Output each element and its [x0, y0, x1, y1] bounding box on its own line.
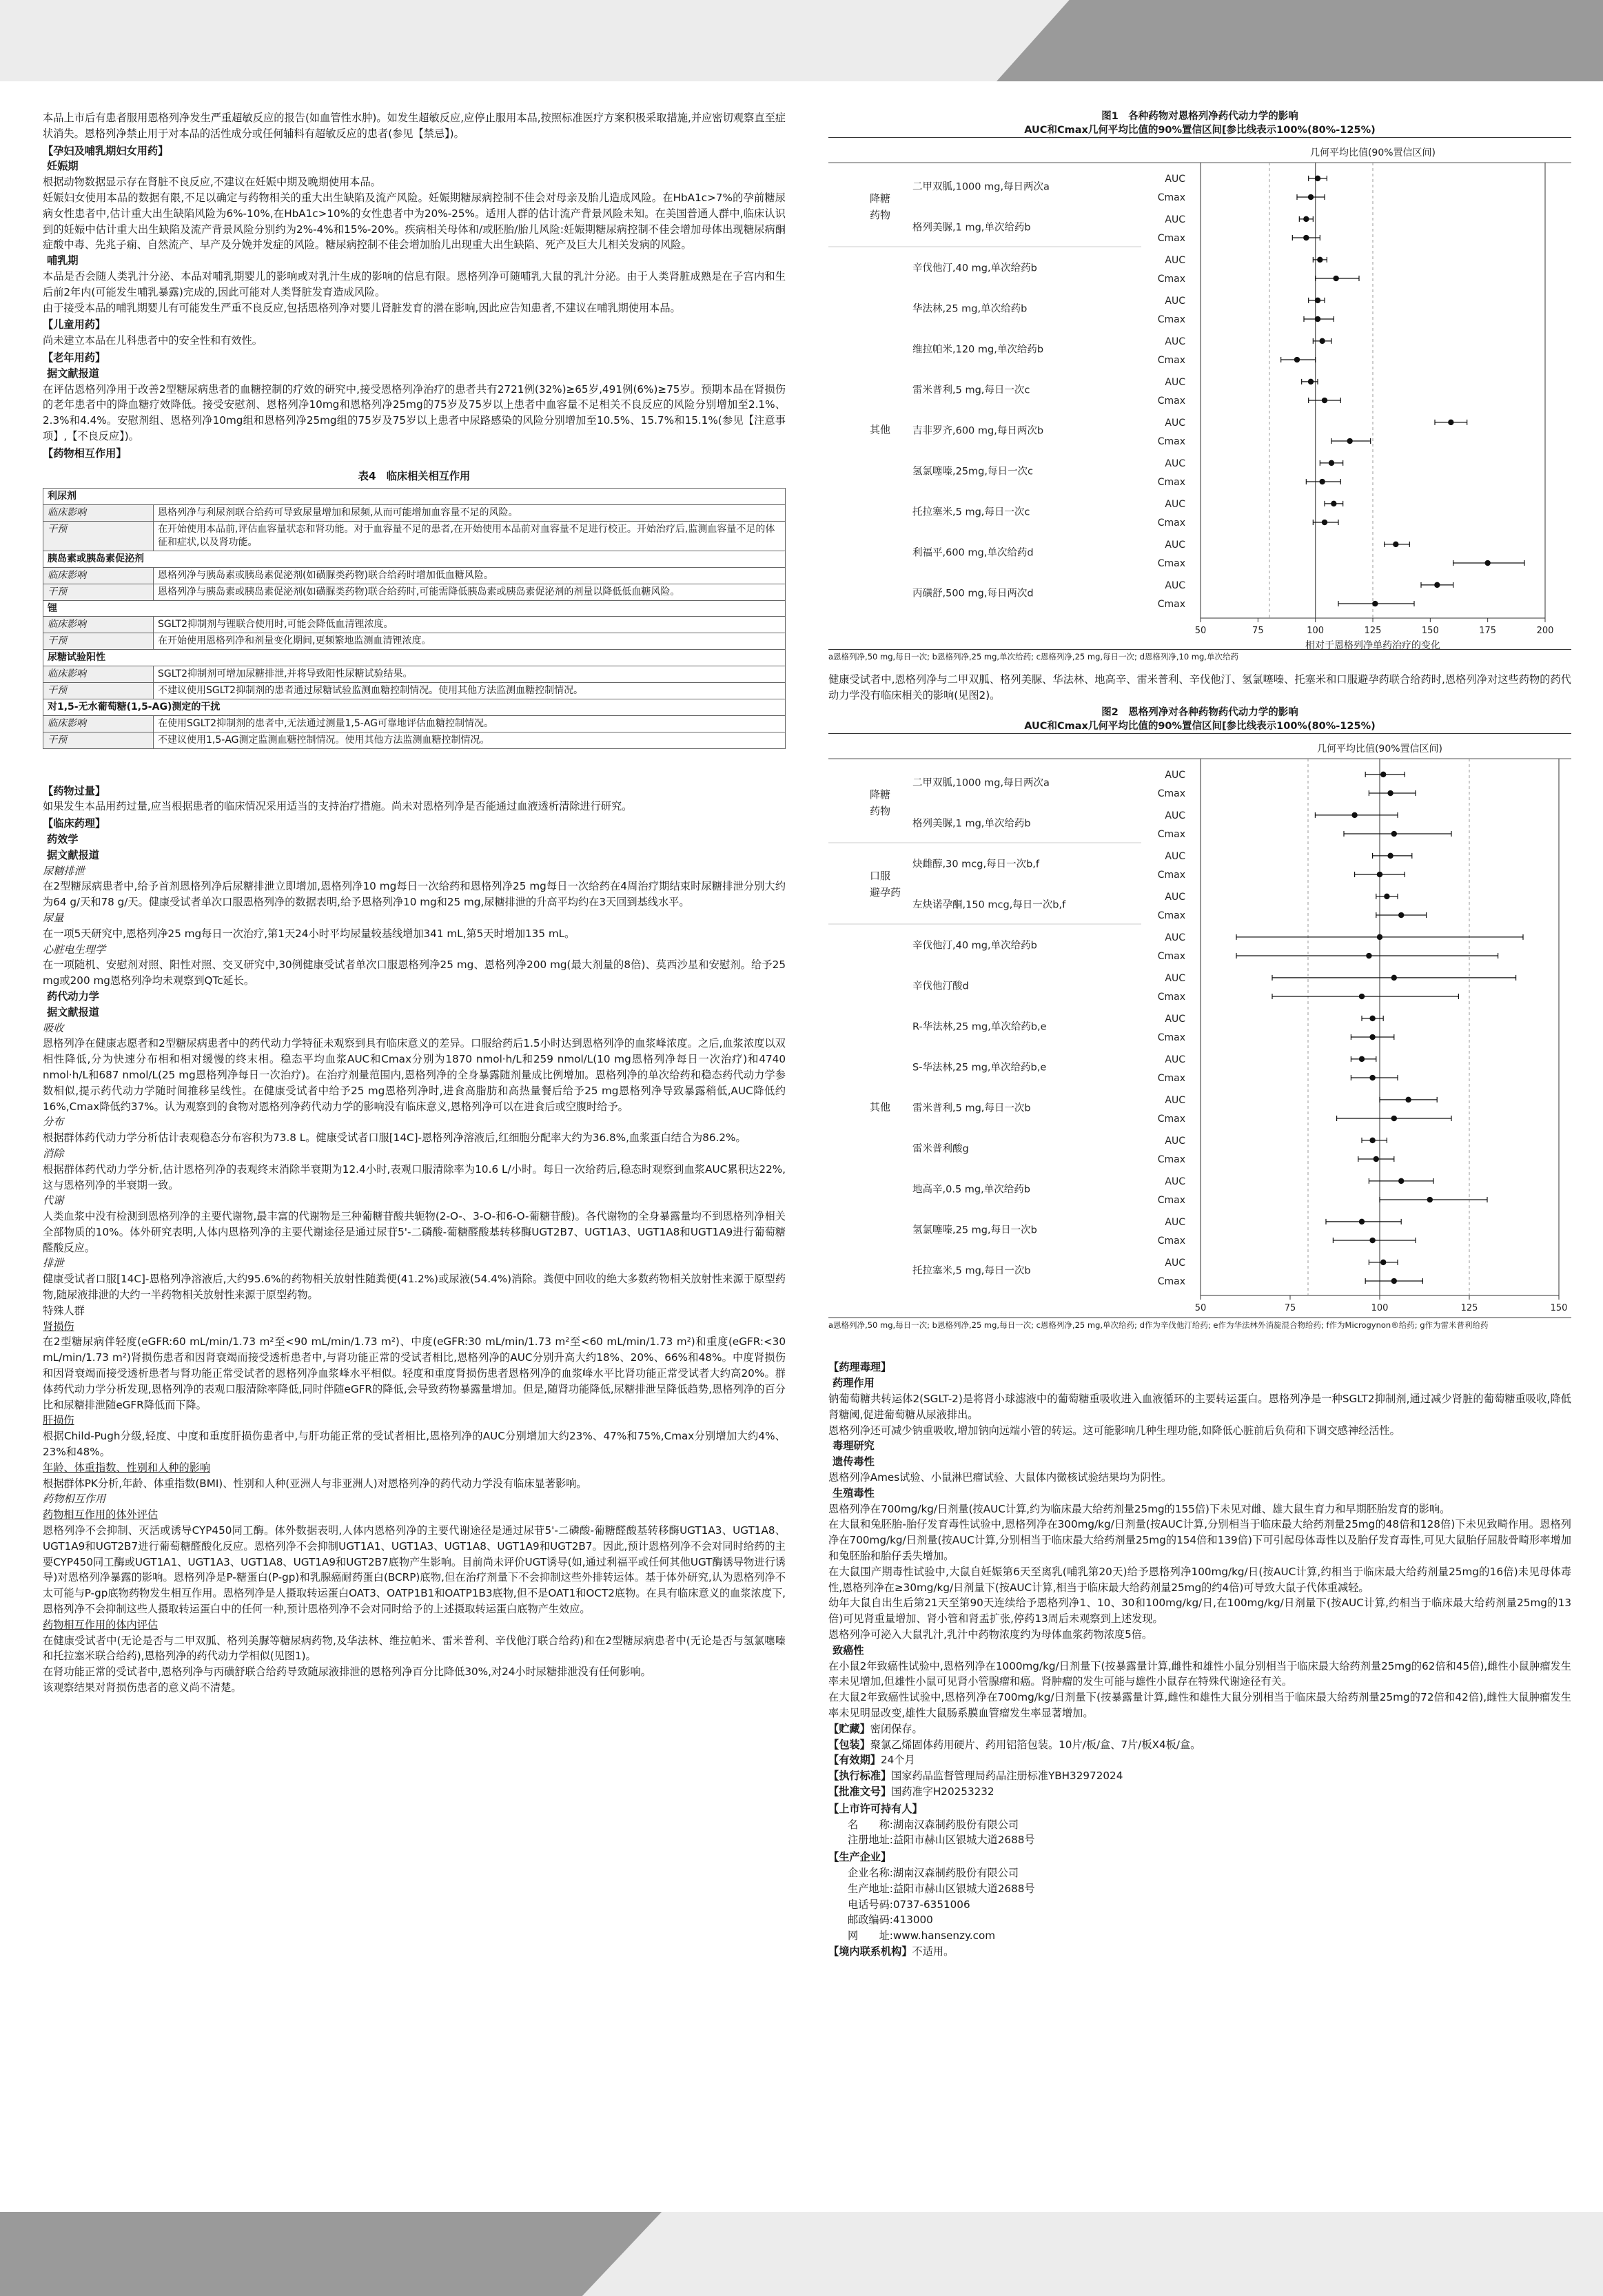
hepatic-paragraph: 根据Child-Pugh分级,轻度、中度和重度肝损伤患者中,与肝功能正常的受试者相比,恩格列净的AUC分别增加大约23%、47%和75%,Cmax分别增加大约4%、23%和48%。 — [43, 1430, 786, 1459]
heading-special-populations: 特殊人群 — [43, 1304, 85, 1317]
table-row — [43, 505, 786, 522]
drug-label: S-华法林,25 mg,单次给药b,e — [912, 1062, 1047, 1074]
manufacturer-name: 企业名称:湖南汉森制药股份有限公司 — [848, 1866, 1019, 1879]
x-tick-label: 50 — [1194, 1303, 1207, 1314]
sub-genotox: 遗传毒性 — [833, 1455, 875, 1468]
renal-paragraph: 在2型糖尿病伴轻度(eGFR:60 mL/min/1.73 m²至<90 mL/min/1.73 m²)、中度(eGFR:30 mL/min/1.73 m²至<60 mL/min/1.73 m²)和重度(eGFR:<30 mL/min/1.73 m²)肾损伤患者和因肾衰竭而接受透析患者中,与肾功能正常的受试者相比,恩格列净的AUC分别升高大约18%、20%、66%和48%。中度肾损伤和因肾衰竭而接受透析患者与肾功能正常受试者的恩格列净血浆峰水平相似。轻度和重度肾损伤患者恩格列净的血浆峰水平比肾功能正常受试者大约高20%。群体药代动力学分析发现,恩格列净的表观口服清除率降低,同时伴随eGFR的降低,会导致药物暴露量增加。但是,随肾功能降低,尿糖排泄呈降低趋势,恩格列净的百分比和尿糖排泄随eGFR降低而下降。 — [43, 1335, 786, 1411]
auc-label: AUC — [1165, 973, 1185, 985]
auc-label: AUC — [1165, 580, 1185, 592]
heading-in-vivo: 药物相互作用的体内评估 — [43, 1618, 159, 1631]
cmax-label: Cmax — [1157, 1032, 1185, 1044]
group-label: 口服 — [870, 870, 891, 883]
cmax-point — [1366, 953, 1371, 959]
figure2-footnote: a恩格列净,50 mg,每日一次; b恩格列净,25 mg,每日一次; c恩格列净,25 mg,单次给药; d作为辛伐他汀给药; e作为华法林外消旋混合物给药; f作为Microgynon®给药; g作为雷米普利给药 — [828, 1320, 1489, 1330]
carc-paragraph-2: 在大鼠2年致癌性试验中,恩格列净在700mg/kg/日剂量下(按暴露量计算,雌性和雄性大鼠分别相当于临床最大给药剂量25mg的72倍和42倍),雌性大鼠肿瘤发生率未见明显改变,雄性大鼠肠系膜血管瘤发生率显著增加。 — [828, 1691, 1571, 1719]
drug-label: 华法林,25 mg,单次给药b — [912, 303, 1028, 315]
cmax-point — [1369, 1075, 1375, 1080]
drug-label: 丙磺舒,500 mg,每日两次d — [912, 588, 1034, 599]
cmax-label: Cmax — [1157, 274, 1185, 285]
mid-paragraph: 健康受试者中,恩格列净与二甲双胍、格列美脲、华法林、地高辛、雷米普利、辛伐他汀、氢氯噻嗪、托塞米和口服避孕药联合给药时,恩格列净对这些药物的药代动力学没有临床相关的影响(见图2)。 — [828, 673, 1571, 702]
auc-label: AUC — [1165, 1014, 1185, 1025]
lact-paragraph-1: 本品是否会随人类乳汁分泌、本品对哺乳期婴儿的影响或对乳汁生成的影响的信息有限。恩格列净可随哺乳大鼠的乳汁分泌。由于人类肾脏成熟是在子宫内和生后前2年内(可能发生哺乳暴露)完成的,因此可能对人类肾脏发育造成风险。 — [43, 269, 786, 298]
drug-label: 托拉塞米,5 mg,每日一次c — [912, 506, 1030, 518]
auc-point — [1359, 1219, 1365, 1224]
auc-label: AUC — [1165, 810, 1185, 822]
approval-line — [828, 1784, 1571, 1800]
table-cell-key: 临床影响 — [43, 666, 154, 683]
heading-cardiac-ep: 心脏电生理学 — [43, 943, 106, 956]
drug-label: R-华法林,25 mg,单次给药b,e — [912, 1021, 1047, 1033]
package-heading: 【包装】 — [828, 1738, 870, 1751]
section-children: 【儿童用药】 — [43, 318, 106, 331]
table-cell-value: 恩格列净与胰岛素或胰岛素促泌剂(如磺脲类药物)联合给药时增加低血糖风险。 — [154, 567, 786, 584]
cmax-label: Cmax — [1157, 1154, 1185, 1166]
cmax-point — [1427, 1197, 1433, 1202]
uv-paragraph: 在一项5天研究中,恩格列净25 mg每日一次治疗,第1天24小时平均尿量较基线增加341 mL,第5天时增加135 mL。 — [43, 927, 575, 940]
table-row — [43, 522, 786, 551]
holder-heading: 【上市许可持有人】 — [828, 1802, 923, 1815]
in-vivo-paragraph-1: 在健康受试者中(无论是否与二甲双胍、格列美脲等糖尿病药物,及华法林、维拉帕米、雷米普利、辛伐他汀联合给药)和在2型糖尿病患者中(无论是否与氢氯噻嗪和托拉塞米联合给药),恩格列净的药代动力学相似(见图1)。 — [43, 1634, 786, 1663]
cmax-point — [1359, 994, 1365, 999]
approval-value: 国药准字H20253232 — [891, 1785, 994, 1798]
interaction-table-title: 表4 临床相关相互作用 — [358, 469, 471, 482]
approval-heading: 【批准文号】 — [828, 1785, 892, 1798]
in-vivo-paragraph-3: 该观察结果对肾损伤患者的意义尚不清楚。 — [43, 1681, 242, 1694]
cmax-point — [1484, 560, 1490, 566]
cmax-point — [1308, 194, 1314, 200]
cmax-point — [1377, 872, 1382, 877]
auc-point — [1398, 1178, 1404, 1184]
heading-metabolism: 代谢 — [43, 1194, 64, 1207]
auc-point — [1315, 298, 1320, 303]
cmax-label: Cmax — [1157, 192, 1185, 204]
figure1-box — [828, 137, 1571, 650]
table-row — [43, 617, 786, 633]
x-tick-label: 200 — [1536, 626, 1554, 637]
auc-point — [1377, 934, 1382, 940]
in-vivo-paragraph-2: 在肾功能正常的受试者中,恩格列净与丙磺舒联合给药导致随尿液排泄的恩格列净百分比降低30%,对24小时尿糖排泄没有任何影响。 — [43, 1665, 651, 1679]
auc-label: AUC — [1165, 1176, 1185, 1188]
table-cell-value: SGLT2抑制剂可增加尿糖排泄,并将导致阳性尿糖试验结果。 — [154, 666, 786, 683]
auc-label: AUC — [1165, 851, 1185, 863]
drug-label: 格列美脲,1 mg,单次给药b — [912, 818, 1031, 830]
auc-label: AUC — [1165, 296, 1185, 307]
sub-carcinogenicity: 致癌性 — [833, 1643, 864, 1657]
auc-label: AUC — [1165, 174, 1185, 185]
cmax-label: Cmax — [1157, 436, 1185, 448]
cmax-point — [1374, 1156, 1379, 1162]
x-axis-label: 相对于恩格列净单药治疗的变化 — [1305, 640, 1440, 652]
heading-urinary-glucose: 尿糖排泄 — [43, 864, 85, 877]
drug-label: 辛伐他汀酸d — [912, 981, 969, 992]
table-cell-key: 干预 — [43, 633, 154, 650]
section-overdose: 【药物过量】 — [43, 784, 106, 797]
table-group-row — [43, 551, 786, 567]
auc-label: AUC — [1165, 1054, 1185, 1066]
package-line — [828, 1737, 1571, 1753]
x-tick-label: 100 — [1371, 1303, 1389, 1314]
cmax-label: Cmax — [1157, 1073, 1185, 1085]
auc-point — [1315, 176, 1320, 181]
left-column — [43, 110, 786, 1696]
table-cell-key: 临床影响 — [43, 715, 154, 732]
table-cell-value: 在开始使用本品前,评估血容量状态和肾功能。对于血容量不足的患者,在开始使用本品前对血容量不足进行校正。开始治疗后,监测血容量不足的体征和症状,以及肾功能。 — [154, 522, 786, 551]
auc-label: AUC — [1165, 336, 1185, 348]
auc-label: AUC — [1165, 418, 1185, 429]
cmax-point — [1294, 357, 1300, 362]
standard-heading: 【执行标准】 — [828, 1770, 892, 1783]
domestic-heading: 【境内联系机构】 — [828, 1945, 912, 1958]
drug-label: 利福平,600 mg,单次给药d — [912, 547, 1034, 559]
auc-point — [1380, 1260, 1386, 1265]
sub-mechanism: 药理作用 — [833, 1377, 875, 1390]
cmax-label: Cmax — [1157, 910, 1185, 922]
table-row — [43, 666, 786, 683]
cmax-point — [1391, 1116, 1397, 1121]
cmax-point — [1303, 235, 1309, 240]
table-group-row — [43, 489, 786, 505]
group-label: 药物 — [870, 805, 891, 818]
auc-label: AUC — [1165, 892, 1185, 903]
x-tick-label: 125 — [1364, 626, 1382, 637]
x-tick-label: 125 — [1460, 1303, 1478, 1314]
auc-label: AUC — [1165, 540, 1185, 551]
sub-lactation: 哺乳期 — [47, 254, 79, 267]
preg-paragraph-1: 根据动物数据显示存在肾脏不良反应,不建议在妊娠中期及晚期使用本品。 — [43, 176, 381, 189]
sub-pharmacokinetics: 药代动力学 — [47, 990, 99, 1003]
drug-label: 氢氯噻嗪,25mg,每日一次c — [912, 466, 1033, 478]
heading-drug-interactions: 药物相互作用 — [43, 1493, 106, 1506]
figure1-title: 图1 各种药物对恩格列净药代动力学的影响 — [1101, 111, 1298, 122]
auc-label: AUC — [1165, 1095, 1185, 1107]
heading-excretion: 排泄 — [43, 1257, 64, 1270]
table-cell-value: 不建议使用SGLT2抑制剂的患者通过尿糖试验监测血糖控制情况。使用其他方法监测血糖控制情况。 — [154, 683, 786, 699]
table-group-row — [43, 600, 786, 617]
auc-point — [1303, 216, 1309, 222]
auc-point — [1448, 420, 1453, 425]
manufacturer-phone: 电话号码:0737-6351006 — [848, 1898, 970, 1911]
table-cell-key: 干预 — [43, 522, 154, 551]
cmax-label: Cmax — [1157, 1195, 1185, 1207]
validity-value: 24个月 — [880, 1754, 915, 1767]
table-group-title: 尿糖试验阳性 — [43, 650, 786, 666]
table-group-title: 胰岛素或胰岛素促泌剂 — [43, 551, 786, 567]
drug-label: 维拉帕米,120 mg,单次给药b — [912, 344, 1044, 356]
cmax-point — [1322, 398, 1327, 403]
bottom-band-accent — [0, 2212, 662, 2296]
uge-paragraph: 在2型糖尿病患者中,给予首剂恩格列净后尿糖排泄立即增加,恩格列净10 mg每日一次给药和恩格列净25 mg每日一次给药在4周治疗期结束时尿糖排泄分别大约为64 g/天和78 g/天。健康受试者单次口服恩格列净的数据表明,给予恩格列净10 mg和25 mg,尿糖排泄的升高平均约在3天回到基线水平。 — [43, 880, 786, 909]
plot-header: 几何平均比值(90%置信区间) — [1309, 147, 1436, 159]
sub-pd-literature: 据文献报道 — [47, 848, 99, 861]
table-group-title: 利尿剂 — [43, 489, 786, 505]
table-row — [43, 584, 786, 600]
genotox-paragraph: 恩格列净Ames试验、小鼠淋巴瘤试验、大鼠体内微核试验结果均为阴性。 — [828, 1471, 1172, 1484]
auc-label: AUC — [1165, 1136, 1185, 1147]
cmax-label: Cmax — [1157, 992, 1185, 1003]
holder-address: 注册地址:益阳市赫山区银城大道2688号 — [848, 1834, 1035, 1847]
cmax-label: Cmax — [1157, 829, 1185, 841]
figure2-box — [828, 733, 1571, 1318]
cmax-label: Cmax — [1157, 517, 1185, 529]
storage-line — [828, 1721, 1571, 1737]
auc-point — [1387, 853, 1393, 859]
heading-absorption: 吸收 — [43, 1021, 64, 1034]
cmax-label: Cmax — [1157, 233, 1185, 245]
table-cell-key: 干预 — [43, 584, 154, 600]
auc-label: AUC — [1165, 377, 1185, 389]
auc-point — [1434, 582, 1440, 588]
cmax-label: Cmax — [1157, 396, 1185, 407]
plot-header: 几何平均比值(90%置信区间) — [1316, 744, 1443, 755]
cmax-point — [1387, 790, 1393, 796]
mechanism-paragraph-1: 钠葡萄糖共转运体2(SGLT-2)是将肾小球滤液中的葡萄糖重吸收进入血液循环的主要转运蛋白。恩格列净是一种SGLT2抑制剂,通过减少肾脏的葡萄糖重吸收,降低肾糖阈,促进葡萄糖从尿液排出。 — [828, 1393, 1571, 1421]
table-cell-value: 在使用SGLT2抑制剂的患者中,无法通过测量1,5-AG可靠地评估血糖控制情况。 — [154, 715, 786, 732]
table-row — [43, 715, 786, 732]
table-cell-key: 干预 — [43, 732, 154, 748]
table-cell-key: 干预 — [43, 683, 154, 699]
table-group-title: 锂 — [43, 600, 786, 617]
top-band-accent — [997, 0, 1603, 81]
section-elderly: 【老年用药】 — [43, 351, 106, 364]
auc-point — [1319, 338, 1325, 344]
cmax-label: Cmax — [1157, 951, 1185, 963]
auc-point — [1369, 1016, 1375, 1021]
section-clinical-pharmacology: 【临床药理】 — [43, 817, 106, 830]
auc-label: AUC — [1165, 458, 1185, 470]
allergy-paragraph: 本品上市后有患者服用恩格列净发生严重超敏反应的报告(如血管性水肿)。如发生超敏反应,应停止服用本品,按照标准医疗方案积极采取措施,并应密切观察直至症状消失。恩格列净禁止用于对本品的活性成分或任何辅料有超敏反应的患者(参见【禁忌】)。 — [43, 112, 786, 140]
heading-in-vitro: 药物相互作用的体外评估 — [43, 1508, 159, 1521]
x-tick-label: 75 — [1252, 626, 1264, 637]
auc-label: AUC — [1165, 770, 1185, 781]
auc-label: AUC — [1165, 932, 1185, 944]
absorption-paragraph: 恩格列净在健康志愿者和2型糖尿病患者中的药代动力学特征未观察到具有临床意义的差异。口服给药后1.5小时达到恩格列净的血浆峰浓度。之后,血浆浓度以双相性降低,分为快速分布相和相对缓慢的终末相。稳态平均血浆AUC和Cmax分别为1870 nmol·h/L和259 nmol/L(10 mg恩格列净每日一次治疗)和4740 nmol·h/L和687 nmol/L(25 mg恩格列净每日一次治疗)。在治疗剂量范围内,恩格列净的全身暴露随剂量成比例增加。恩格列净的单次给药和稳态药代动力学参数相似,提示药代动力学随时间推移呈线性。在健康受试者中给予25 mg恩格列净时,进食高脂肪和高热量餐后给予25 mg恩格列净导致暴露稍低,AUC降低约16%,Cmax降低约37%。认为观察到的食物对恩格列净药代动力学的影响没有临床意义,恩格列净可以在进食后或空腹时给予。 — [43, 1037, 786, 1113]
sub-repro: 生殖毒性 — [833, 1486, 875, 1499]
cmax-point — [1372, 601, 1378, 606]
sub-pk-literature: 据文献报道 — [47, 1005, 99, 1018]
figure2-forest-plot — [828, 734, 1571, 1313]
cmax-label: Cmax — [1157, 1114, 1185, 1125]
manufacturer-website: 网 址:www.hansenzy.com — [848, 1929, 996, 1943]
auc-point — [1308, 379, 1314, 385]
cmax-label: Cmax — [1157, 788, 1185, 800]
cmax-point — [1347, 438, 1352, 444]
cmax-label: Cmax — [1157, 599, 1185, 611]
repro-paragraph-2: 在大鼠和兔胚胎-胎仔发育毒性试验中,恩格列净在300mg/kg/日剂量(按AUC计算,分别相当于临床最大给药剂量25mg的48倍和128倍)下未见致畸作用。恩格列净在700mg/kg/日剂量(按AUC计算,分别相当于临床最大给药剂量25mg的154倍和139倍)下可引起母体毒性以及胎仔发育毒性,可见大鼠胎仔屈肢骨畸形率增加和兔胚胎和胎仔丢失增加。 — [828, 1518, 1571, 1563]
auc-point — [1317, 257, 1323, 263]
auc-point — [1331, 501, 1336, 506]
carc-paragraph-1: 在小鼠2年致癌性试验中,恩格列净在1000mg/kg/日剂量下(按暴露量计算,雌性和雄性小鼠分别相当于临床最大给药剂量25mg的62倍和45倍),雌性小鼠肿瘤发生率未见增加,但雄性小鼠可见肾小管腺瘤和癌。肾肿瘤的发生可能与雄性小鼠存在特殊代谢途径有关。 — [828, 1659, 1571, 1688]
drug-label: 左炔诺孕酮,150 mcg,每日一次b,f — [912, 899, 1066, 911]
table-cell-key: 临床影响 — [43, 567, 154, 584]
holder-name: 名 称:湖南汉森制药股份有限公司 — [848, 1818, 1019, 1831]
top-band — [0, 0, 1603, 81]
domestic-value: 不适用。 — [912, 1945, 954, 1958]
package-value: 聚氯乙烯固体药用硬片、药用铝箔包装。10片/板/盒、7片/板X4板/盒。 — [870, 1738, 1201, 1751]
auc-label: AUC — [1165, 499, 1185, 511]
group-label: 其他 — [870, 423, 891, 436]
auc-point — [1369, 1138, 1375, 1143]
drug-label: 托拉塞米,5 mg,每日一次b — [912, 1265, 1031, 1277]
figure1-footnote: a恩格列净,50 mg,每日一次; b恩格列净,25 mg,单次给药; c恩格列净,25 mg,每日一次; d恩格列净,10 mg,单次给药 — [828, 651, 1238, 662]
interaction-table — [43, 488, 786, 748]
heading-distribution: 分布 — [43, 1116, 64, 1129]
drug-label: 辛伐他汀,40 mg,单次给药b — [912, 263, 1037, 274]
standard-value: 国家药品监督管理局药品注册标准YBH32972024 — [891, 1770, 1123, 1783]
domestic-line — [828, 1944, 1571, 1960]
figure1-forest-plot — [828, 138, 1571, 652]
auc-label: AUC — [1165, 214, 1185, 226]
validity-line — [828, 1752, 1571, 1768]
group-label: 药物 — [870, 209, 891, 222]
heading-age-bmi: 年龄、体重指数、性别和人种的影响 — [43, 1461, 210, 1474]
repro-paragraph-4: 幼年大鼠自出生后第21天至第90天连续给予恩格列净1、10、30和100mg/kg/日,在100mg/kg/日剂量下(按AUC计算,约相当于临床最大给药剂量25mg的13倍)可见肾重量增加、肾小管和肾盂扩张,停药13周后未观察到上述发现。 — [828, 1597, 1571, 1626]
section-interactions: 【药物相互作用】 — [43, 447, 127, 460]
cmax-point — [1319, 479, 1325, 484]
x-tick-label: 175 — [1479, 626, 1497, 637]
storage-heading: 【贮藏】 — [828, 1722, 870, 1735]
preg-paragraph-2: 妊娠妇女使用本品的数据有限,不足以确定与药物相关的重大出生缺陷及流产风险。妊娠期糖尿病控制不佳会对母亲及胎儿造成风险。在HbA1c>7%的孕前糖尿病女性患者中,估计重大出生缺陷风险为6%-10%,在HbA1c>10%的女性患者中为20%-25%。适用人群的估计流产背景风险未知。在美国普通人群中,临床认识到的妊娠中估计重大出生缺陷及流产背景风险分别约为2%-4%和15%-20%。疾病相关母体和/或胚胎/胎儿风险:妊娠期糖尿病控制不佳会增加母体出现糖尿病酮症酸中毒、先兆子痫、自然流产、早产及分娩并发症的风险。糖尿病控制不佳会增加胎儿出现重大出生缺陷、死产及巨大儿相关发病的风险。 — [43, 191, 786, 252]
drug-label: 雷米普利酸g — [912, 1143, 969, 1155]
drug-label: 二甲双胍,1000 mg,每日两次a — [912, 777, 1050, 789]
excretion-paragraph: 健康受试者口服[14C]-恩格列净溶液后,大约95.6%的药物相关放射性随粪便(41.2%)或尿液(54.4%)消除。粪便中回收的绝大多数药物相关放射性来源于原型药物,随尿液排泄的大约一半药物相关放射性来源于原型药物。 — [43, 1273, 786, 1302]
table-cell-value: 在开始使用恩格列净和剂量变化期间,更频繁地监测血清锂浓度。 — [154, 633, 786, 650]
drug-label: 雷米普利,5 mg,每日一次b — [912, 1103, 1031, 1114]
x-tick-label: 150 — [1550, 1303, 1568, 1314]
cmax-label: Cmax — [1157, 1236, 1185, 1247]
table-cell-value: 恩格列净与利尿剂联合给药可导致尿量增加和尿频,从而可能增加血容量不足的风险。 — [154, 505, 786, 522]
heading-urine-volume: 尿量 — [43, 911, 64, 924]
auc-label: AUC — [1165, 255, 1185, 267]
table-cell-value: SGLT2抑制剂与锂联合使用时,可能会降低血清锂浓度。 — [154, 617, 786, 633]
child-paragraph: 尚未建立本品在儿科患者中的安全性和有效性。 — [43, 334, 263, 347]
auc-point — [1359, 1056, 1365, 1062]
auc-label: AUC — [1165, 1258, 1185, 1269]
cmax-label: Cmax — [1157, 870, 1185, 881]
group-label: 其他 — [870, 1100, 891, 1114]
auc-label: AUC — [1165, 1217, 1185, 1229]
section-pharm-tox: 【药理毒理】 — [828, 1361, 892, 1374]
cmax-point — [1322, 520, 1327, 525]
sub-tox-study: 毒理研究 — [833, 1439, 875, 1453]
cmax-point — [1333, 276, 1338, 281]
table-row — [43, 567, 786, 584]
cmax-label: Cmax — [1157, 1276, 1185, 1288]
cmax-point — [1369, 1238, 1375, 1243]
auc-point — [1351, 812, 1357, 818]
auc-point — [1380, 772, 1386, 777]
table-cell-value: 恩格列净与胰岛素或胰岛素促泌剂(如磺脲类药物)联合给药时,可能需降低胰岛素或胰岛素促泌剂的剂量以降低低血糖风险。 — [154, 584, 786, 600]
x-tick-label: 150 — [1421, 626, 1439, 637]
sub-pregnancy: 妊娠期 — [47, 160, 79, 173]
drug-label: 格列美脲,1 mg,单次给药b — [912, 222, 1031, 234]
ecg-paragraph: 在一项随机、安慰剂对照、阳性对照、交叉研究中,30例健康受试者单次口服恩格列净25 mg、恩格列净200 mg(最大剂量的8倍)、莫西沙星和安慰剂。给予25 mg或200 mg恩格列净均未观察到QTc延长。 — [43, 959, 786, 987]
auc-point — [1329, 460, 1334, 466]
cmax-point — [1398, 912, 1404, 918]
cmax-point — [1391, 1278, 1397, 1284]
table-group-row — [43, 650, 786, 666]
table-group-row — [43, 699, 786, 715]
group-label: 避孕药 — [870, 886, 901, 899]
heading-renal-impairment: 肾损伤 — [43, 1320, 74, 1333]
drug-label: 氢氯噻嗪,25 mg,每日一次b — [912, 1224, 1037, 1236]
table-group-title: 对1,5-无水葡萄糖(1,5-AG)测定的干扰 — [43, 699, 786, 715]
auc-point — [1384, 894, 1389, 899]
cmax-label: Cmax — [1157, 314, 1185, 326]
cmax-point — [1391, 831, 1397, 837]
group-label: 降糖 — [870, 788, 891, 801]
table-cell-value: 不建议使用1,5-AG测定监测血糖控制情况。使用其他方法监测血糖控制情况。 — [154, 732, 786, 748]
lact-paragraph-2: 由于接受本品的哺乳期婴儿有可能发生严重不良反应,包括恩格列净对婴儿肾脏发育的潜在影响,因此应告知患者,不建议在哺乳期使用本品。 — [43, 301, 681, 314]
table-row — [43, 633, 786, 650]
x-tick-label: 75 — [1284, 1303, 1296, 1314]
cmax-point — [1315, 316, 1320, 322]
table-cell-key: 临床影响 — [43, 617, 154, 633]
elderly-paragraph: 在评估恩格列净用于改善2型糖尿病患者的血糖控制的疗效的研究中,接受恩格列净治疗的患者共有2721例(32%)≥65岁,491例(6%)≥75岁。预期本品在肾损伤的老年患者中的降血糖疗效降低。接受安慰剂、恩格列净10mg和恩格列净25mg的75岁及75岁以上患者中血容量不足相关不良反应的风险分别增加至2.1%、2.3%和4.4%。安慰剂组、恩格列净10mg组和恩格列净25mg组的75岁及75岁以上患者中尿路感染的风险分别增加至10.5%、15.7%和15.1%(参见【注意事项】,【不良反应】)。 — [43, 382, 786, 442]
auc-point — [1391, 975, 1397, 981]
elimination-paragraph: 根据群体药代动力学分析,估计恩格列净的表观终末消除半衰期为12.4小时,表观口服清除率为10.6 L/小时。每日一次给药后,稳态时观察到血浆AUC累积达22%,这与恩格列净的半衰期一致。 — [43, 1162, 786, 1191]
table-row — [43, 732, 786, 748]
drug-label: 地高辛,0.5 mg,单次给药b — [912, 1184, 1030, 1196]
in-vitro-paragraph: 恩格列净不会抑制、灭活或诱导CYP450同工酶。体外数据表明,人体内恩格列净的主要代谢途径是通过尿苷5'-二磷酸-葡糖醛酸基转移酶UGT1A3、UGT1A8、UGT1A9和UGT2B7进行葡萄糖醛酸化反应。恩格列净不会抑制UGT1A1、UGT1A3、UGT1A8、UGT1A9和UGT2B7。因此,预计恩格列净不会对同时给药的主要CYP450同工酶或UGT1A1、UGT1A3、UGT1A8、UGT1A9和UGT2B7底物产生影响。目前尚未评价UGT诱导(如,通过利福平或任何其他UGT酶诱导物进行诱导)对恩格列净暴露的影响。恩格列净是P-糖蛋白(P-gp)和乳腺癌耐药蛋白(BCRP)底物,但在治疗剂量下不会抑制这些外排转运体。基于体外研究,认为恩格列净不太可能与P-gp底物药物发生相互作用。恩格列净是人摄取转运蛋白OAT3、OATP1B1和OATP1B3底物,但不是OAT1和OCT2底物。在具有临床意义的血浆浓度下,恩格列净不会抑制这些人摄取转运蛋白中的任何一种,预计恩格列净不会对同时给予的上述摄取转运蛋白底物产生效应。 — [43, 1524, 786, 1616]
heading-hepatic-impairment: 肝损伤 — [43, 1414, 74, 1427]
right-column — [828, 110, 1571, 1960]
sub-pharmacodynamics: 药效学 — [47, 832, 79, 845]
auc-point — [1393, 542, 1398, 547]
heading-elimination: 消除 — [43, 1147, 64, 1160]
repro-paragraph-3: 在大鼠围产期毒性试验中,大鼠自妊娠第6天至离乳(哺乳第20天)给予恩格列净100mg/kg/日(按AUC计算,约相当于临床最大给药剂量25mg的16倍)未见母体毒性,恩格列净在≥30mg/kg/日剂量下(按AUC计算,相当于临床最大给药剂量25mg的约4倍)可导致大鼠子代体重减轻。 — [828, 1565, 1571, 1594]
table-cell-key: 临床影响 — [43, 505, 154, 522]
manufacturer-heading: 【生产企业】 — [828, 1851, 892, 1864]
figure2-subtitle: AUC和Cmax几何平均比值的90%置信区间[参比线表示100%(80%-125%) — [1024, 720, 1376, 732]
standard-line — [828, 1768, 1571, 1784]
cmax-point — [1369, 1034, 1375, 1040]
age-paragraph: 根据群体PK分析,年龄、体重指数(BMI)、性别和人种(亚洲人与非亚洲人)对恩格列净的药代动力学没有临床显著影响。 — [43, 1477, 587, 1490]
auc-point — [1405, 1097, 1411, 1103]
distribution-paragraph: 根据群体药代动力学分析估计表观稳态分布容积为73.8 L。健康受试者口服[14C]-恩格列净溶液后,红细胞分配率大约为36.8%,血浆蛋白结合为86.2%。 — [43, 1131, 746, 1145]
cmax-label: Cmax — [1157, 558, 1185, 570]
repro-paragraph-1: 恩格列净在700mg/kg/日剂量(按AUC计算,约为临床最大给药剂量25mg的155倍)下未见对雌、雄大鼠生育力和早期胚胎发育的影响。 — [828, 1502, 1451, 1515]
figure1-subtitle: AUC和Cmax几何平均比值的90%置信区间[参比线表示100%(80%-125%) — [1024, 124, 1376, 136]
table-row — [43, 683, 786, 699]
drug-label: 炔雌醇,30 mcg,每日一次b,f — [912, 859, 1039, 870]
validity-heading: 【有效期】 — [828, 1754, 881, 1767]
manufacturer-address: 生产地址:益阳市赫山区银城大道2688号 — [848, 1882, 1035, 1895]
section-pregnancy: 【孕妇及哺乳期妇女用药】 — [43, 144, 169, 157]
storage-value: 密闭保存。 — [870, 1722, 923, 1735]
bottom-band — [0, 2212, 1603, 2296]
drug-label: 辛伐他汀,40 mg,单次给药b — [912, 940, 1037, 952]
x-tick-label: 50 — [1194, 626, 1207, 637]
repro-paragraph-5: 恩格列净可泌入大鼠乳汁,乳汁中药物浓度约为母体血浆药物浓度5倍。 — [828, 1628, 1153, 1641]
figure2-title: 图2 恩格列净对各种药物药代动力学的影响 — [1101, 707, 1298, 719]
overdose-paragraph: 如果发生本品用药过量,应当根据患者的临床情况采用适当的支持治疗措施。尚未对恩格列净是否能通过血液透析清除进行研究。 — [43, 800, 633, 813]
mechanism-paragraph-2: 恩格列净还可减少钠重吸收,增加钠向远端小管的转运。这可能影响几种生理功能,如降低心脏前后负荷和下调交感神经活性。 — [828, 1424, 1400, 1437]
manufacturer-zip: 邮政编码:413000 — [848, 1914, 933, 1927]
metabolism-paragraph: 人类血浆中没有检测到恩格列净的主要代谢物,最丰富的代谢物是三种葡糖苷酸共轭物(2-O-、3-O-和6-O-葡糖苷酸)。各代谢物的全身暴露量均不到恩格列净相关全部物质的10%。体外研究表明,人体内恩格列净的主要代谢途径是通过尿苷5'-二磷酸-葡糖醛酸基转移酶UGT2B7、UGT1A3、UGT1A8和UGT1A9进行葡萄糖醛酸反应。 — [43, 1210, 786, 1254]
cmax-label: Cmax — [1157, 477, 1185, 489]
drug-label: 吉非罗齐,600 mg,每日两次b — [912, 425, 1044, 437]
x-tick-label: 100 — [1307, 626, 1325, 637]
drug-label: 雷米普利,5 mg,每日一次c — [912, 385, 1030, 396]
sub-elderly: 据文献报道 — [47, 367, 99, 380]
group-label: 降糖 — [870, 192, 891, 205]
drug-label: 二甲双胍,1000 mg,每日两次a — [912, 181, 1050, 193]
cmax-label: Cmax — [1157, 355, 1185, 367]
